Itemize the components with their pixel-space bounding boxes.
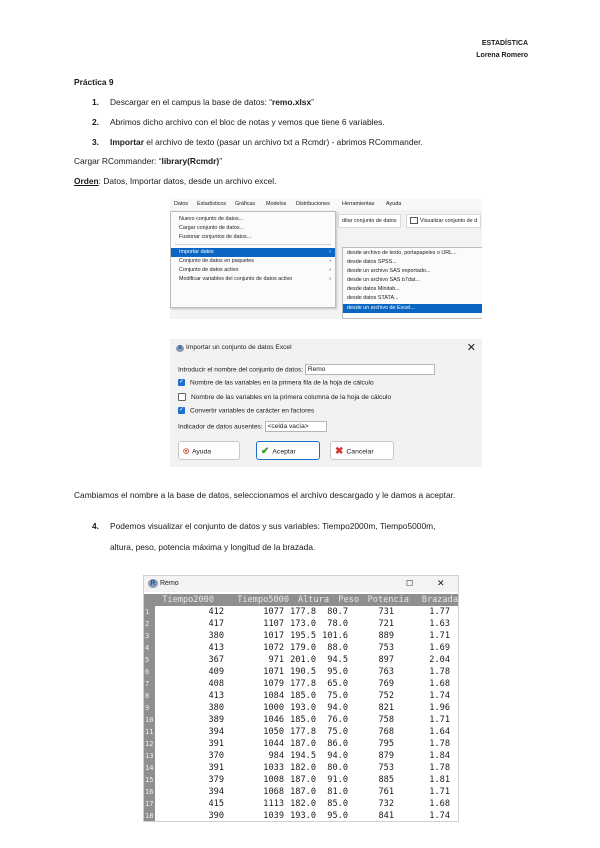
menu-modelos[interactable]: Modelos [266, 201, 287, 207]
close-icon[interactable]: ✕ [466, 342, 476, 354]
table-cell: 1072 [263, 643, 284, 653]
row-number: 14 [145, 764, 154, 772]
table-cell: 86.0 [327, 739, 348, 749]
grid-header-row [144, 594, 458, 606]
table-row [144, 762, 458, 774]
table-cell: 1.78 [429, 739, 450, 749]
table-cell: 177.8 [290, 727, 316, 737]
table-cell: 76.0 [327, 715, 348, 725]
table-cell: 187.0 [290, 775, 316, 785]
table-cell: 78.0 [327, 619, 348, 629]
table-cell: 971 [268, 655, 284, 665]
help-button[interactable]: ◎ Ayuda [178, 441, 240, 460]
submenu-item-stata[interactable]: desde datos STATA... [347, 295, 399, 301]
table-row [144, 786, 458, 798]
header-author: Lorena Romero [476, 52, 528, 59]
table-cell: 1079 [263, 679, 284, 689]
option-first-row-names[interactable]: ✓ Nombre de las variables en la primera fila de la hoja de cálculo [178, 379, 374, 387]
table-row [144, 654, 458, 666]
table-cell: 1.84 [429, 751, 450, 761]
missing-data-input[interactable]: <celda vacía> [265, 421, 327, 432]
menu-datos[interactable]: Datos [174, 201, 189, 207]
table-cell: 417 [208, 619, 224, 629]
table-cell: 1.96 [429, 703, 450, 713]
table-cell: 1046 [263, 715, 284, 725]
table-cell: 391 [208, 763, 224, 773]
row-number: 15 [145, 776, 154, 784]
table-cell: 80.0 [327, 763, 348, 773]
table-cell: 885 [378, 775, 394, 785]
table-row [144, 810, 458, 822]
table-row [144, 690, 458, 702]
table-cell: 984 [268, 751, 284, 761]
row-number: 8 [144, 690, 155, 702]
table-cell: 732 [378, 799, 394, 809]
table-cell: 182.0 [290, 763, 316, 773]
edit-dataset-button[interactable]: ditar conjunto de datos [338, 214, 401, 228]
table-cell: 187.0 [290, 787, 316, 797]
table-cell: 1.63 [429, 619, 450, 629]
chevron-right-icon: › [329, 267, 331, 273]
submenu-item-sas-export[interactable]: desde un archivo SAS exportado... [347, 268, 431, 274]
column-header-peso: Peso [338, 595, 359, 605]
table-cell: 187.0 [290, 739, 316, 749]
table-row [144, 606, 458, 618]
missing-data-row: Indicador de datos ausentes: <celda vacía> [178, 421, 327, 432]
row-number: 4 [144, 642, 155, 654]
table-row [144, 750, 458, 762]
table-cell: 408 [208, 679, 224, 689]
load-rcommander-line: Cargar RCommander: “library(Rcmdr)” [74, 156, 223, 166]
table-cell: 1.74 [429, 691, 450, 701]
table-cell: 1077 [263, 607, 284, 617]
column-header-tiempo2000: Tiempo2000 [162, 595, 214, 605]
menu-item-merge-datasets[interactable]: Fusionar conjuntos de datos... [179, 234, 252, 240]
submenu-item-text[interactable]: desde archivo de texto, portapapeles o URL... [347, 250, 457, 256]
menu-separator [175, 244, 331, 245]
table-cell: 380 [208, 631, 224, 641]
row-number: 6 [144, 666, 155, 678]
window-title: Remo [160, 580, 179, 587]
rcommander-menu-screenshot [170, 199, 482, 319]
table-cell: 193.0 [290, 811, 316, 821]
table-cell: 95.0 [327, 667, 348, 677]
table-cell: 413 [208, 691, 224, 701]
table-cell: 1.68 [429, 679, 450, 689]
table-cell: 721 [378, 619, 394, 629]
table-cell: 413 [208, 643, 224, 653]
table-cell: 889 [378, 631, 394, 641]
r-logo-icon: R [148, 579, 158, 588]
step-3: 3. Importar el archivo de texto (pasar un archivo txt a Rcmdr) - abrimos RCommander. [92, 137, 423, 147]
table-cell: 95.0 [327, 811, 348, 821]
table-row [144, 774, 458, 786]
table-cell: 752 [378, 691, 394, 701]
submenu-item-sas-b7dat[interactable]: desde un archivo SAS b7dat... [347, 277, 420, 283]
step-4: 4. Podemos visualizar el conjunto de datos y sus variables: Tiempo2000m, Tiempo5000m, [92, 521, 436, 531]
table-cell: 379 [208, 775, 224, 785]
table-cell: 370 [208, 751, 224, 761]
table-cell: 1000 [263, 703, 284, 713]
import-excel-dialog [170, 339, 482, 467]
table-cell: 81.0 [327, 787, 348, 797]
row-number: 11 [145, 728, 154, 736]
table-cell: 65.0 [327, 679, 348, 689]
table-cell: 182.0 [290, 799, 316, 809]
table-cell: 415 [208, 799, 224, 809]
table-row [144, 678, 458, 690]
table-cell: 394 [208, 727, 224, 737]
table-cell: 753 [378, 763, 394, 773]
close-icon[interactable]: ✕ [437, 578, 445, 588]
table-cell: 75.0 [327, 691, 348, 701]
table-cell: 1033 [263, 763, 284, 773]
table-cell: 394 [208, 787, 224, 797]
table-cell: 1050 [263, 727, 284, 737]
table-cell: 412 [208, 607, 224, 617]
dataset-name-input[interactable]: Remo [305, 364, 435, 375]
table-cell: 1.78 [429, 667, 450, 677]
row-number: 13 [145, 752, 154, 760]
submenu-item-spss[interactable]: desde datos SPSS... [347, 259, 397, 265]
chevron-right-icon: › [329, 249, 331, 255]
table-cell: 768 [378, 727, 394, 737]
table-cell: 758 [378, 715, 394, 725]
table-cell: 795 [378, 739, 394, 749]
header-course: ESTADÍSTICA [481, 40, 528, 47]
row-number: 3 [144, 630, 155, 642]
row-number: 2 [144, 618, 155, 630]
menu-item-import-data[interactable]: Importar datos › [171, 248, 335, 257]
table-cell: 1039 [263, 811, 284, 821]
table-cell: 731 [378, 607, 394, 617]
view-dataset-button[interactable]: Visualizar conjunto de d [406, 214, 481, 228]
checkbox-checked-icon[interactable]: ✓ [178, 407, 185, 413]
table-cell: 1.68 [429, 799, 450, 809]
submenu-item-excel[interactable]: desde un archivo de Excel... [343, 304, 482, 313]
table-cell: 179.0 [290, 643, 316, 653]
table-cell: 390 [208, 811, 224, 821]
table-row [144, 714, 458, 726]
table-cell: 75.0 [327, 727, 348, 737]
table-cell: 88.0 [327, 643, 348, 653]
table-row [144, 738, 458, 750]
table-cell: 201.0 [290, 655, 316, 665]
accept-button[interactable]: ✔ Aceptar [256, 441, 320, 460]
table-cell: 753 [378, 643, 394, 653]
table-cell: 1008 [263, 775, 284, 785]
table-cell: 185.0 [290, 691, 316, 701]
r-logo-icon: R [176, 345, 184, 352]
table-cell: 367 [208, 655, 224, 665]
table-cell: 177.8 [290, 607, 316, 617]
column-header-potencia: Potencia [367, 595, 409, 605]
table-cell: 190.5 [290, 667, 316, 677]
chevron-right-icon: › [329, 258, 331, 264]
row-number: 12 [145, 740, 154, 748]
table-cell: 1084 [263, 691, 284, 701]
table-cell: 1107 [263, 619, 284, 629]
table-cell: 409 [208, 667, 224, 677]
menu-item-active-dataset[interactable]: Conjunto de datos activo › [179, 267, 331, 273]
table-cell: 1.71 [429, 715, 450, 725]
table-cell: 1.64 [429, 727, 450, 737]
row-number: 9 [144, 702, 155, 714]
table-icon [410, 217, 418, 224]
menu-estadisticos[interactable]: Estadísticos [197, 201, 227, 207]
table-cell: 1.71 [429, 631, 450, 641]
table-cell: 1.71 [429, 787, 450, 797]
table-cell: 94.0 [327, 751, 348, 761]
table-cell: 80.7 [327, 607, 348, 617]
checkmark-icon: ✔ [261, 446, 270, 457]
chevron-right-icon: › [329, 276, 331, 282]
row-number: 5 [144, 654, 155, 666]
table-cell: 94.0 [327, 703, 348, 713]
table-cell: 85.0 [327, 799, 348, 809]
table-cell: 1113 [263, 799, 284, 809]
table-row [144, 642, 458, 654]
dialog-title: R Importar un conjunto de datos Excel [176, 344, 292, 352]
lifebuoy-icon: ◎ [183, 448, 189, 455]
paragraph-change-name: Cambiamos el nombre a la base de datos, seleccionamos el archivo descargado y le damos a aceptar. [74, 490, 456, 500]
order-line: Orden: Datos, Importar datos, desde un archivo excel. [74, 176, 277, 186]
table-cell: 897 [378, 655, 394, 665]
table-cell: 185.0 [290, 715, 316, 725]
table-cell: 1071 [263, 667, 284, 677]
table-cell: 763 [378, 667, 394, 677]
table-row [144, 702, 458, 714]
table-cell: 841 [378, 811, 394, 821]
row-number: 7 [144, 678, 155, 690]
table-cell: 193.0 [290, 703, 316, 713]
dataset-viewer-window [143, 575, 459, 822]
table-cell: 1.78 [429, 763, 450, 773]
table-cell: 1.77 [429, 607, 450, 617]
menu-herramientas[interactable]: Herramientas [342, 201, 375, 207]
option-first-column-names[interactable]: Nombre de las variables en la primera columna de la hoja de cálculo [178, 393, 391, 401]
table-cell: 194.5 [290, 751, 316, 761]
table-row [144, 618, 458, 630]
checkbox-checked-icon[interactable]: ✓ [178, 379, 185, 385]
cancel-button[interactable]: ✖ Cancelar [330, 441, 394, 460]
table-cell: 761 [378, 787, 394, 797]
table-row [144, 726, 458, 738]
step-2: 2. Abrimos dicho archivo con el bloc de notas y vemos que tiene 6 variables. [92, 117, 385, 127]
table-cell: 1017 [263, 631, 284, 641]
menu-distribuciones[interactable]: Distribuciones [296, 201, 330, 207]
table-cell: 769 [378, 679, 394, 689]
table-cell: 380 [208, 703, 224, 713]
checkbox-unchecked-icon[interactable] [178, 393, 186, 401]
table-cell: 1.81 [429, 775, 450, 785]
menu-item-load-dataset[interactable]: Cargar conjunto de datos... [179, 225, 245, 231]
menu-item-package-datasets[interactable]: Conjunto de datos en paquetes › [179, 258, 331, 264]
maximize-icon[interactable]: ☐ [406, 579, 414, 588]
table-cell: 879 [378, 751, 394, 761]
table-cell: 91.0 [327, 775, 348, 785]
window-titlebar [144, 576, 458, 592]
menu-bar [170, 199, 482, 210]
menu-item-modify-variables[interactable]: Modificar variables del conjunto de datos activo › [179, 276, 331, 282]
table-cell: 2.04 [429, 655, 450, 665]
option-convert-factors[interactable]: ✓ Convertir variables de carácter en factores [178, 407, 315, 415]
datos-dropdown [170, 211, 336, 308]
row-number: 10 [145, 716, 154, 724]
page-title: Práctica 9 [74, 77, 114, 87]
dataset-name-row: Introducir el nombre del conjunto de datos: Remo [178, 364, 435, 375]
cross-icon: ✖ [335, 446, 344, 457]
column-header-tiempo5000: Tiempo5000 [237, 595, 289, 605]
table-cell: 821 [378, 703, 394, 713]
table-row [144, 630, 458, 642]
table-cell: 391 [208, 739, 224, 749]
table-cell: 177.8 [290, 679, 316, 689]
row-number: 1 [144, 606, 155, 618]
row-number: 18 [145, 812, 154, 820]
menu-item-new-dataset[interactable]: Nuevo conjunto de datos... [179, 216, 244, 222]
step-4-continued: altura, peso, potencia máxima y longitud de la brazada. [110, 542, 316, 552]
table-cell: 1.69 [429, 643, 450, 653]
table-cell: 389 [208, 715, 224, 725]
table-row [144, 798, 458, 810]
table-cell: 1068 [263, 787, 284, 797]
row-number: 17 [145, 800, 154, 808]
submenu-item-minitab[interactable]: desde datos Minitab... [347, 286, 400, 292]
step-1: 1. Descargar en el campus la base de datos: “remo.xlsx” [92, 97, 314, 107]
table-cell: 1.74 [429, 811, 450, 821]
menu-ayuda[interactable]: Ayuda [386, 201, 402, 207]
table-cell: 101.6 [322, 631, 348, 641]
column-header-altura: Altura [297, 595, 329, 605]
column-header-brazada: Brazada [421, 595, 458, 605]
table-cell: 195.5 [290, 631, 316, 641]
table-cell: 1044 [263, 739, 284, 749]
table-row [144, 666, 458, 678]
menu-graficas[interactable]: Gráficas [235, 201, 256, 207]
row-number: 16 [145, 788, 154, 796]
table-cell: 173.0 [290, 619, 316, 629]
import-submenu [342, 247, 482, 319]
table-cell: 94.5 [327, 655, 348, 665]
